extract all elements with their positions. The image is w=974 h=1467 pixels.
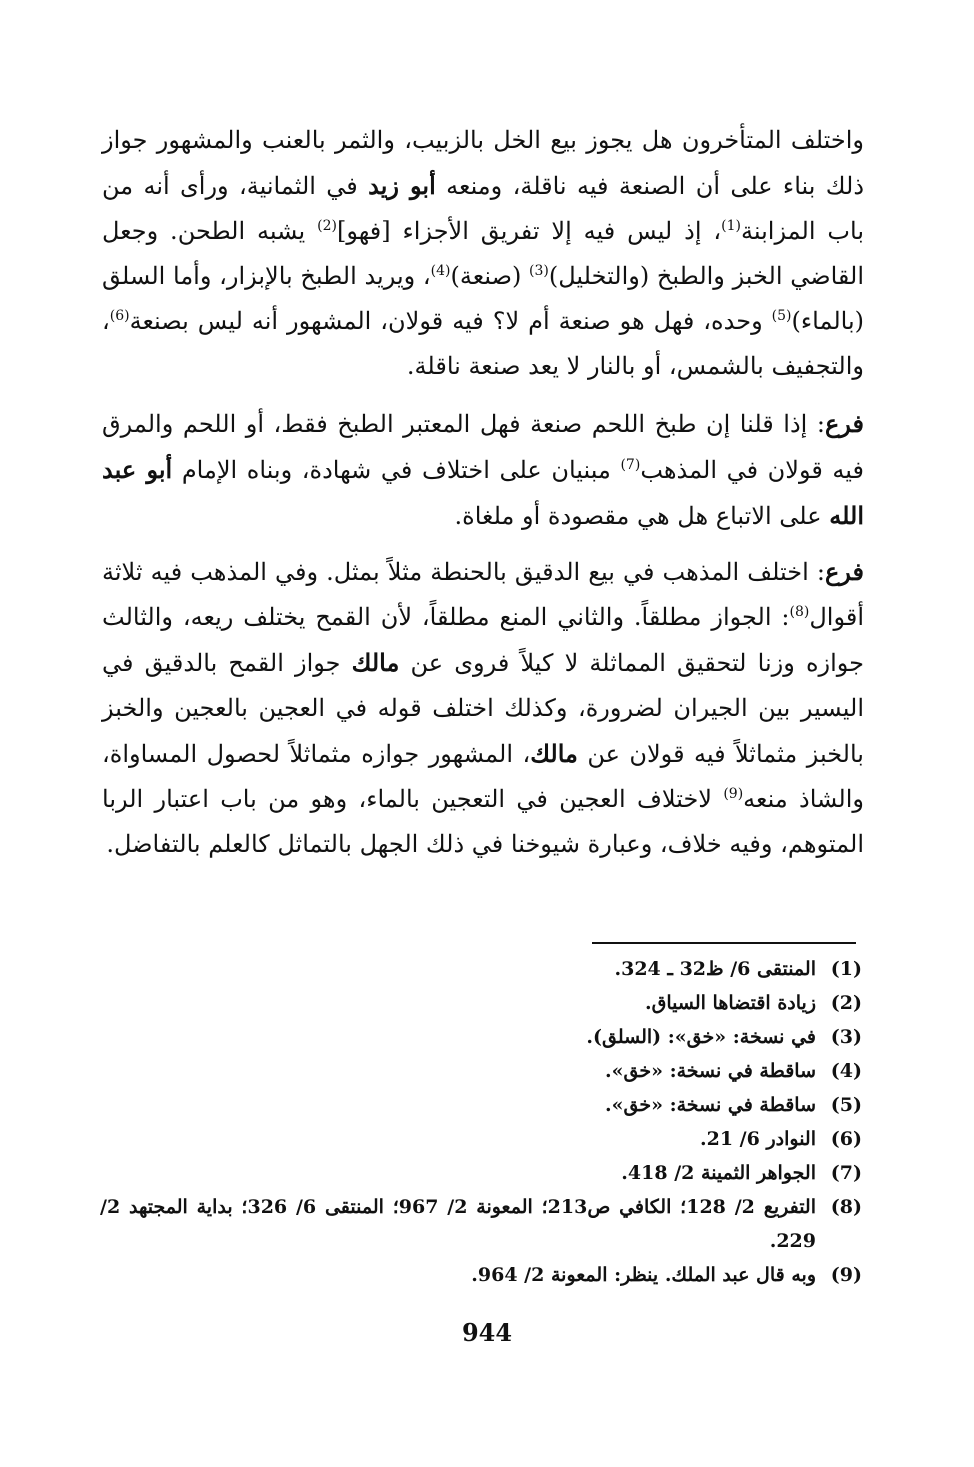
footnote-divider	[592, 942, 856, 944]
text-run: وحده، فهل هو صنعة أم لا؟ فيه قولان، المشهور أنه ليس بصنعة	[129, 307, 772, 335]
footnote-text: ساقطة في نسخة: «خق».	[605, 1094, 816, 1116]
paragraph-3	[102, 549, 864, 867]
footnote-ref[interactable]: (4)	[430, 263, 451, 279]
text-run: لاختلاف العجين في التعجين بالماء، وهو من باب اعتبار الربا المتوهم، وفيه خلاف، وعبارة شيوخنا في ذلك الجهل بالتماثل كالعلم بالتفاضل.	[102, 785, 864, 858]
paragraph-2	[102, 401, 864, 539]
footnote-text: ساقطة في نسخة: «خق».	[605, 1060, 816, 1082]
footnote-item	[100, 1122, 862, 1156]
footnote-ref[interactable]: (9)	[723, 786, 744, 802]
footnote-number: (5)	[830, 1094, 862, 1116]
scholar-name: مالك	[530, 739, 578, 768]
footnote-number: (4)	[830, 1060, 862, 1082]
footnote-ref[interactable]: (5)	[771, 308, 792, 324]
footnote-ref[interactable]: (7)	[620, 457, 641, 473]
scholar-name: أبو عبد الله	[102, 455, 864, 530]
footnote-number: (7)	[830, 1162, 862, 1184]
text-run: يشبه الطحن. وجعل القاضي الخبز والطبخ (والتخليل)	[102, 217, 865, 290]
footnote-text: المنتقى 6/ ظ32 ـ 324.	[614, 958, 816, 980]
footnote-item	[100, 1020, 862, 1054]
text-run: ، إذ ليس فيه إلا تفريق الأجزاء [فهو]	[336, 217, 722, 245]
main-text	[102, 118, 864, 877]
text-run: جواز القمح بالدقيق في اليسير بين الجيران لضرورة، وكذلك اختلف قوله في العجين بالعجين والخبز بالخبز مثماثلاً فيه قولان عن	[102, 649, 864, 768]
scholar-name: مالك	[351, 648, 400, 677]
text-run: : الجواز مطلقاً. والثاني المنع مطلقاً، لأن القمح يختلف ريعه، والثالث جوازه وزنا لتحقيق المماثلة لا كيلاً فروى عن	[102, 603, 865, 677]
text-run: في الثمانية، ورأى أنه من باب المزابنة	[102, 172, 865, 245]
scholar-name: أبو زيد	[368, 171, 436, 200]
footnote-item	[100, 1054, 862, 1088]
footnote-text: في نسخة: «خق»: (السلق).	[586, 1026, 816, 1048]
text-run: مبنيان على اختلاف في شهادة، وبناه الإمام	[172, 456, 621, 484]
footnote-number: (9)	[830, 1264, 862, 1286]
footnote-ref[interactable]: (8)	[789, 604, 810, 620]
footnote-text: التفريع 2/ 128؛ الكافي ص213؛ المعونة 2/ 967؛ المنتقى 6/ 326؛ بداية المجتهد 2/ 229.	[100, 1196, 817, 1252]
footnote-ref[interactable]: (1)	[721, 218, 741, 234]
footnote-ref[interactable]: (2)	[317, 218, 337, 234]
footnote-text: وبه قال عبد الملك. ينظر: المعونة 2/ 964.	[471, 1264, 816, 1286]
footnote-item	[100, 1258, 862, 1292]
footnote-item	[100, 952, 862, 986]
footnote-text: زيادة اقتضاها السياق.	[645, 992, 816, 1014]
footnote-item	[100, 1156, 862, 1190]
footnote-item	[100, 1088, 862, 1122]
footnote-number: (8)	[830, 1196, 862, 1218]
paragraph-1	[102, 118, 864, 389]
section-label: فرع	[824, 557, 864, 586]
footnote-number: (1)	[830, 958, 862, 980]
footnotes-list	[100, 952, 862, 1292]
footnote-ref[interactable]: (6)	[109, 308, 130, 324]
footnote-number: (2)	[830, 992, 862, 1014]
footnote-text: الجواهر الثمينة 2/ 418.	[621, 1162, 816, 1184]
footnote-number: (3)	[830, 1026, 862, 1048]
text-run: (صنعة)	[450, 262, 529, 290]
page-number: 944	[461, 1318, 513, 1347]
text-run: على الاتباع هل هي مقصودة أو ملغاة.	[454, 502, 830, 530]
text-run: واختلف المتأخرون هل يجوز بيع الخل بالزبيب، والثمر بالعنب والمشهور جواز ذلك بناء على أن الصنعة فيه ناقلة، ومنعه	[102, 126, 865, 200]
footnote-item	[100, 986, 862, 1020]
text-run: ، المشهور جوازه مثماثلاً لحصول المساواة، والشاذ منعه	[102, 740, 864, 813]
footnote-item	[100, 1190, 862, 1258]
text-run: ، ويريد الطبخ بالإبزار، وأما السلق (بالماء)	[102, 262, 864, 335]
text-run: : اختلف المذهب في بيع الدقيق بالحنطة مثلاً بمثل. وفي المذهب فيه ثلاثة أقوال	[102, 558, 864, 631]
footnote-ref[interactable]: (3)	[528, 263, 549, 279]
text-run: : إذا قلنا إن طبخ اللحم صنعة فهل المعتبر الطبخ فقط، أو اللحم والمرق فيه قولان في المذهب	[102, 410, 865, 484]
footnote-text: النوادر 6/ 21.	[699, 1128, 816, 1150]
text-run: ، والتجفيف بالشمس، أو بالنار لا يعد صنعة ناقلة.	[102, 307, 864, 380]
footnote-number: (6)	[830, 1128, 862, 1150]
section-label: فرع	[824, 409, 864, 438]
